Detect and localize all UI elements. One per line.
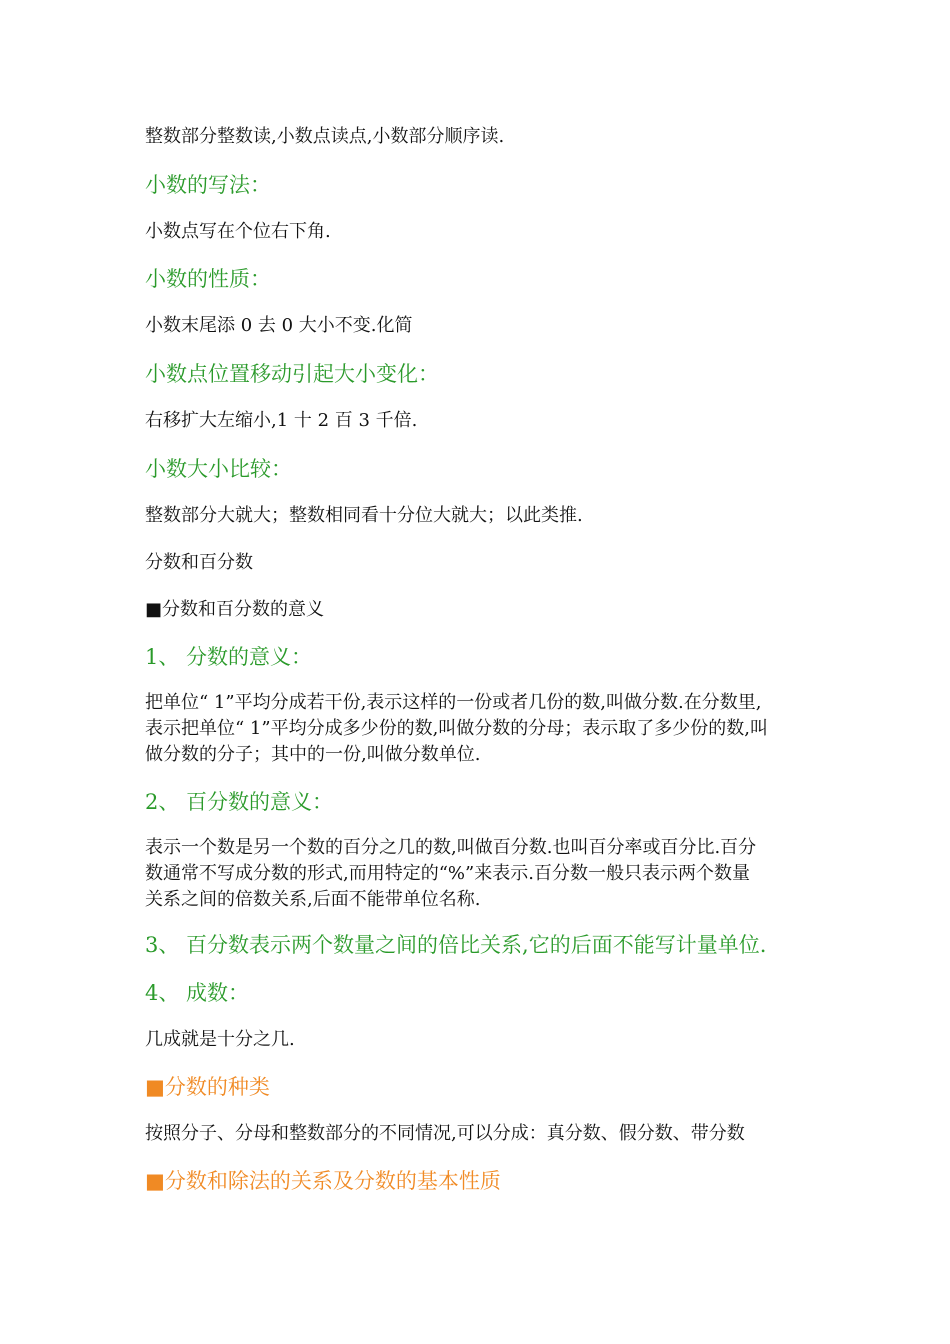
heading-percent-meaning: 2、 百分数的意义：	[145, 790, 334, 814]
heading-fraction-meaning: 1、 分数的意义：	[145, 645, 313, 669]
decimal-writing-rule: 小数点写在个位右下角.	[145, 221, 331, 242]
heading-decimal-writing: 小数的写法：	[145, 173, 271, 197]
fraction-meaning-paragraph	[145, 690, 805, 768]
fraction-types-rule: 按照分子、分母和整数部分的不同情况,可以分成：真分数、假分数、带分数	[145, 1123, 745, 1144]
heading-decimal-property: 小数的性质：	[145, 267, 271, 291]
heading-decimal-compare: 小数大小比较：	[145, 457, 292, 481]
heading-percent-ratio: 3、 百分数表示两个数量之间的倍比关系,它的后面不能写计量单位.	[145, 933, 767, 957]
paragraph-line: 表示一个数是另一个数的百分之几的数,叫做百分数.也叫百分率或百分比.百分	[145, 837, 757, 858]
section-title-fractions: 分数和百分数	[145, 552, 253, 573]
percent-meaning-paragraph	[145, 835, 805, 913]
subsection-fraction-meaning: ■分数和百分数的意义	[145, 599, 325, 620]
decimal-property-rule: 小数末尾添 0 去 0 大小不变.化简	[145, 315, 413, 336]
cheng-shu-rule: 几成就是十分之几.	[145, 1029, 295, 1050]
paragraph-line: 关系之间的倍数关系,后面不能带单位名称.	[145, 889, 481, 910]
paragraph-line: 表示把单位“ 1”平均分成多少份的数,叫做分数的分母；表示取了多少份的数,叫	[145, 718, 769, 739]
heading-decimal-point-move: 小数点位置移动引起大小变化：	[145, 362, 439, 386]
heading-cheng-shu: 4、 成数：	[145, 981, 250, 1005]
paragraph-line: 做分数的分子；其中的一份,叫做分数单位.	[145, 744, 481, 765]
paragraph-line: 把单位“ 1”平均分成若干份,表示这样的一份或者几份的数,叫做分数.在分数里,	[145, 692, 762, 713]
decimal-compare-rule: 整数部分大就大；整数相同看十分位大就大；以此类推.	[145, 505, 583, 526]
heading-fraction-division: ■分数和除法的关系及分数的基本性质	[145, 1169, 501, 1193]
paragraph-line: 数通常不写成分数的形式,而用特定的“%”来表示.百分数一般只表示两个数量	[145, 863, 750, 884]
decimal-point-move-rule: 右移扩大左缩小,1 十 2 百 3 千倍.	[145, 410, 418, 431]
heading-fraction-types: ■分数的种类	[145, 1075, 270, 1099]
decimal-reading-rule: 整数部分整数读,小数点读点,小数部分顺序读.	[145, 126, 505, 147]
